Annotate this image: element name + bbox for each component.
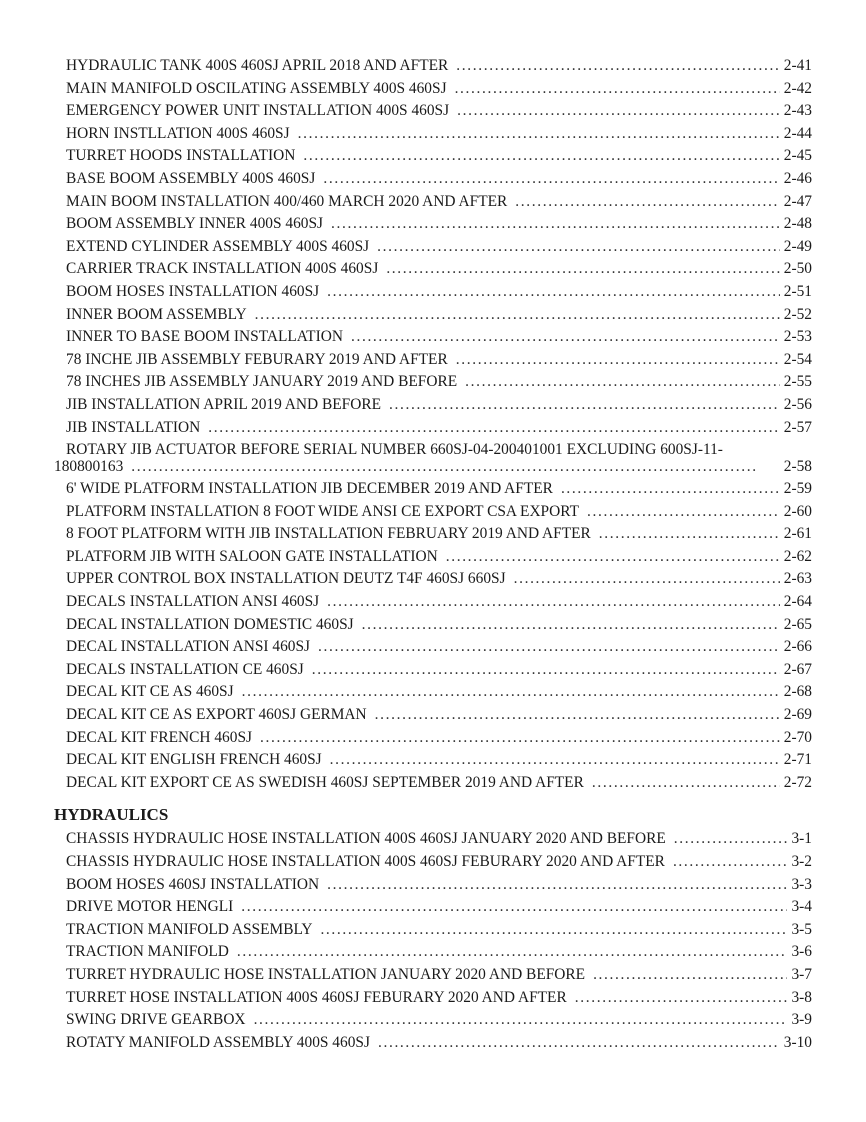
toc-entry[interactable] — [54, 704, 812, 727]
toc-entry-title: 8 FOOT PLATFORM WITH JIB INSTALLATION FEBRUARY 2019 AND AFTER — [66, 525, 591, 543]
toc-entry-page: 2-64 — [783, 593, 812, 611]
toc-entry-title: TURRET HOODS INSTALLATION — [66, 147, 296, 165]
dot-leader — [312, 659, 780, 682]
toc-entry[interactable] — [54, 772, 812, 795]
toc-entry-title: BASE BOOM ASSEMBLY 400S 460SJ — [66, 169, 316, 187]
dot-leader — [351, 326, 780, 349]
dot-leader — [375, 704, 780, 727]
dot-leader — [254, 1009, 788, 1032]
toc-entry-title: DECALS INSTALLATION CE 460SJ — [66, 660, 304, 678]
toc-entry-title: HYDRAULIC TANK 400S 460SJ APRIL 2018 AND AFTER — [66, 57, 449, 74]
table-of-contents — [54, 55, 812, 1054]
dot-leader — [575, 987, 788, 1010]
dot-leader — [674, 828, 788, 851]
dot-leader — [457, 100, 780, 123]
dot-leader — [237, 941, 788, 964]
toc-entry[interactable] — [54, 1009, 812, 1032]
dot-leader — [242, 681, 780, 704]
toc-entry[interactable] — [54, 213, 812, 236]
toc-entry[interactable] — [54, 78, 812, 101]
toc-entry-page: 2-50 — [783, 260, 812, 278]
toc-entry-page: 3-5 — [791, 920, 812, 938]
toc-entry-page: 2-44 — [783, 124, 812, 142]
toc-entry[interactable] — [54, 987, 812, 1010]
toc-entry[interactable] — [54, 145, 812, 168]
toc-entry-page: 2-51 — [783, 282, 812, 300]
toc-entry-page: 2-66 — [783, 638, 812, 656]
dot-leader — [241, 896, 787, 919]
toc-entry-title: INNER BOOM ASSEMBLY — [66, 305, 247, 323]
toc-entry-page: 2-60 — [783, 502, 812, 520]
toc-entry[interactable] — [54, 326, 812, 349]
toc-entry-title: JIB INSTALLATION — [66, 418, 201, 436]
toc-entry-title: DECAL INSTALLATION ANSI 460SJ — [66, 638, 311, 656]
dot-leader — [318, 636, 780, 659]
toc-entry[interactable] — [54, 258, 812, 281]
toc-entry-page: 2-54 — [783, 350, 812, 368]
toc-entry-title: DRIVE MOTOR HENGLI — [66, 898, 234, 916]
dot-leader — [320, 919, 787, 942]
toc-entry-page: 3-3 — [791, 875, 812, 893]
toc-entry-title: ROTARY JIB ACTUATOR BEFORE SERIAL NUMBER 660SJ-04-200401001 EXCLUDING 600SJ-11- — [66, 441, 723, 459]
toc-entry-title: DECAL KIT CE AS EXPORT 460SJ GERMAN — [66, 706, 367, 724]
toc-entry-page: 3-6 — [791, 943, 812, 961]
toc-entry-title: DECAL KIT CE AS 460SJ — [66, 683, 234, 701]
toc-entry[interactable] — [54, 100, 812, 123]
toc-entry[interactable] — [54, 614, 812, 637]
dot-leader — [331, 213, 780, 236]
dot-leader — [446, 546, 780, 569]
toc-entry-page: 2-63 — [783, 570, 812, 588]
toc-entry-page: 2-56 — [783, 395, 812, 413]
toc-entry[interactable] — [54, 523, 812, 546]
toc-entry-title: BOOM HOSES 460SJ INSTALLATION — [66, 875, 320, 893]
toc-entry[interactable] — [54, 417, 812, 440]
toc-entry-page: 2-45 — [783, 147, 812, 165]
toc-entry[interactable] — [54, 727, 812, 750]
toc-entry-title: TRACTION MANIFOLD ASSEMBLY — [66, 920, 313, 938]
dot-leader — [561, 478, 780, 501]
toc-entry[interactable] — [54, 964, 812, 987]
toc-entry-title: DECAL KIT EXPORT CE AS SWEDISH 460SJ SEPTEMBER 2019 AND AFTER — [66, 773, 584, 791]
toc-entry-page: 3-8 — [791, 988, 812, 1006]
toc-entry-page: 2-72 — [783, 773, 812, 791]
toc-entry-title: PLATFORM JIB WITH SALOON GATE INSTALLATION — [66, 547, 438, 565]
toc-entry-title: DECALS INSTALLATION ANSI 460SJ — [66, 593, 320, 611]
dot-leader — [327, 281, 780, 304]
dot-leader — [327, 591, 780, 614]
toc-entry-page: 3-10 — [783, 1033, 812, 1051]
toc-entry-title: UPPER CONTROL BOX INSTALLATION DEUTZ T4F 460SJ 660SJ — [66, 570, 506, 588]
toc-entry[interactable] — [54, 168, 812, 191]
toc-entry-page: 3-1 — [791, 830, 812, 848]
dot-leader — [131, 458, 780, 475]
toc-entry-title: JIB INSTALLATION APRIL 2019 AND BEFORE — [66, 395, 381, 413]
toc-entry[interactable] — [54, 371, 812, 394]
toc-entry[interactable] — [54, 123, 812, 146]
toc-entry-title: ROTATY MANIFOLD ASSEMBLY 400S 460SJ — [66, 1033, 370, 1051]
toc-entry-title: MAIN MANIFOLD OSCILATING ASSEMBLY 400S 460SJ — [66, 79, 447, 97]
toc-entry[interactable] — [54, 478, 812, 501]
toc-entry[interactable] — [54, 439, 812, 478]
toc-entry[interactable] — [54, 546, 812, 569]
toc-entry-page: 2-43 — [783, 102, 812, 120]
dot-leader — [303, 145, 779, 168]
toc-entry-page: 2-69 — [783, 706, 812, 724]
toc-entry-page: 2-71 — [783, 751, 812, 769]
dot-leader — [592, 772, 780, 795]
toc-entry-page: 3-4 — [791, 898, 812, 916]
toc-entry-title: MAIN BOOM INSTALLATION 400/460 MARCH 2020 AND AFTER — [66, 192, 508, 210]
toc-entry-page: 2-61 — [783, 525, 812, 543]
toc-entry-page: 3-9 — [791, 1011, 812, 1029]
dot-leader — [389, 394, 780, 417]
dot-leader — [587, 501, 780, 524]
dot-leader — [599, 523, 780, 546]
toc-entry-page: 2-53 — [783, 328, 812, 346]
toc-entry-title: SWING DRIVE GEARBOX — [66, 1011, 246, 1029]
toc-entry[interactable] — [54, 55, 812, 78]
toc-entry[interactable] — [54, 659, 812, 682]
toc-entry-title: 78 INCHE JIB ASSEMBLY FEBURARY 2019 AND AFTER — [66, 350, 448, 368]
toc-entry-title: DECAL KIT ENGLISH FRENCH 460SJ — [66, 751, 322, 769]
dot-leader — [456, 349, 780, 372]
toc-entry-title: BOOM HOSES INSTALLATION 460SJ — [66, 282, 320, 300]
dot-leader — [327, 874, 787, 897]
dot-leader — [673, 851, 788, 874]
toc-entry-page: 2-57 — [783, 418, 812, 436]
toc-entry-page: 2-55 — [783, 373, 812, 391]
toc-entry[interactable] — [54, 749, 812, 772]
dot-leader — [386, 258, 779, 281]
toc-entry-title: CHASSIS HYDRAULIC HOSE INSTALLATION 400S 460SJ FEBURARY 2020 AND AFTER — [66, 853, 665, 870]
dot-leader — [377, 236, 780, 259]
dot-leader — [515, 191, 780, 214]
toc-entry-title: TURRET HOSE INSTALLATION 400S 460SJ FEBURARY 2020 AND AFTER — [66, 988, 567, 1006]
toc-entry[interactable] — [54, 851, 812, 874]
toc-entry-title: 6' WIDE PLATFORM INSTALLATION JIB DECEMBER 2019 AND AFTER — [66, 480, 553, 498]
toc-entry-page: 2-49 — [783, 237, 812, 255]
dot-leader — [514, 568, 780, 591]
dot-leader — [208, 417, 780, 440]
toc-entry-title: TURRET HYDRAULIC HOSE INSTALLATION JANUARY 2020 AND BEFORE — [66, 965, 586, 983]
toc-group-b — [54, 478, 812, 794]
toc-entry-title: CARRIER TRACK INSTALLATION 400S 460SJ — [66, 260, 379, 278]
toc-entry[interactable] — [54, 591, 812, 614]
toc-entry-page: 2-52 — [783, 305, 812, 323]
toc-entry[interactable] — [54, 281, 812, 304]
toc-entry-title: TRACTION MANIFOLD — [66, 943, 229, 961]
dot-leader — [593, 964, 787, 987]
toc-entry-page: 2-62 — [783, 547, 812, 565]
toc-entry-title: DECAL KIT FRENCH 460SJ — [66, 728, 252, 746]
toc-entry-title: PLATFORM INSTALLATION 8 FOOT WIDE ANSI CE EXPORT CSA EXPORT — [66, 502, 579, 520]
toc-entry-page: 2-41 — [783, 57, 812, 74]
toc-entry[interactable] — [54, 1032, 812, 1055]
toc-entry-page: 2-70 — [783, 728, 812, 746]
section-heading: HYDRAULICS — [54, 805, 169, 825]
toc-group-hydraulics — [54, 828, 812, 1054]
toc-entry[interactable] — [54, 304, 812, 327]
dot-leader — [330, 749, 780, 772]
dot-leader — [465, 371, 780, 394]
toc-entry[interactable] — [54, 501, 812, 524]
dot-leader — [260, 727, 780, 750]
toc-entry[interactable] — [54, 191, 812, 214]
toc-entry-page: 2-67 — [783, 660, 812, 678]
toc-entry-title: HORN INSTLLATION 400S 460SJ — [66, 124, 290, 142]
toc-entry-page: 2-48 — [783, 215, 812, 233]
toc-entry[interactable] — [54, 919, 812, 942]
toc-entry[interactable] — [54, 636, 812, 659]
toc-entry-page: 2-59 — [783, 480, 812, 498]
toc-entry-title: CHASSIS HYDRAULIC HOSE INSTALLATION 400S 460SJ JANUARY 2020 AND BEFORE — [66, 830, 666, 848]
toc-entry-title-continued: 180800163 — [54, 458, 124, 476]
toc-entry-title: EMERGENCY POWER UNIT INSTALLATION 400S 460SJ — [66, 102, 450, 120]
dot-leader — [255, 304, 780, 327]
toc-entry-page: 2-65 — [783, 615, 812, 633]
dot-leader — [455, 78, 780, 101]
toc-entry-title: BOOM ASSEMBLY INNER 400S 460SJ — [66, 215, 324, 233]
dot-leader — [323, 168, 779, 191]
toc-entry[interactable] — [54, 828, 812, 851]
toc-entry-page: 2-58 — [783, 458, 812, 476]
toc-entry-title: INNER TO BASE BOOM INSTALLATION — [66, 328, 343, 346]
toc-group-a — [54, 55, 812, 439]
toc-entry-title: 78 INCHES JIB ASSEMBLY JANUARY 2019 AND BEFORE — [66, 373, 458, 391]
toc-entry-page: 2-68 — [783, 683, 812, 701]
dot-leader — [378, 1032, 780, 1055]
toc-entry[interactable] — [54, 874, 812, 897]
toc-entry[interactable] — [54, 896, 812, 919]
toc-entry[interactable] — [54, 394, 812, 417]
dot-leader — [362, 614, 780, 637]
toc-entry[interactable] — [54, 681, 812, 704]
dot-leader — [456, 55, 779, 78]
toc-entry-title: EXTEND CYLINDER ASSEMBLY 400S 460SJ — [66, 237, 370, 255]
toc-entry-page: 2-47 — [783, 192, 812, 210]
toc-entry-page: 3-2 — [791, 853, 812, 870]
toc-entry[interactable] — [54, 236, 812, 259]
dot-leader — [298, 123, 780, 146]
toc-entry-page: 2-46 — [783, 169, 812, 187]
toc-entry-page: 2-42 — [783, 79, 812, 97]
toc-entry[interactable] — [54, 941, 812, 964]
toc-entry[interactable] — [54, 349, 812, 372]
toc-entry-title: DECAL INSTALLATION DOMESTIC 460SJ — [66, 615, 354, 633]
toc-entry[interactable] — [54, 568, 812, 591]
toc-entry-page: 3-7 — [791, 965, 812, 983]
